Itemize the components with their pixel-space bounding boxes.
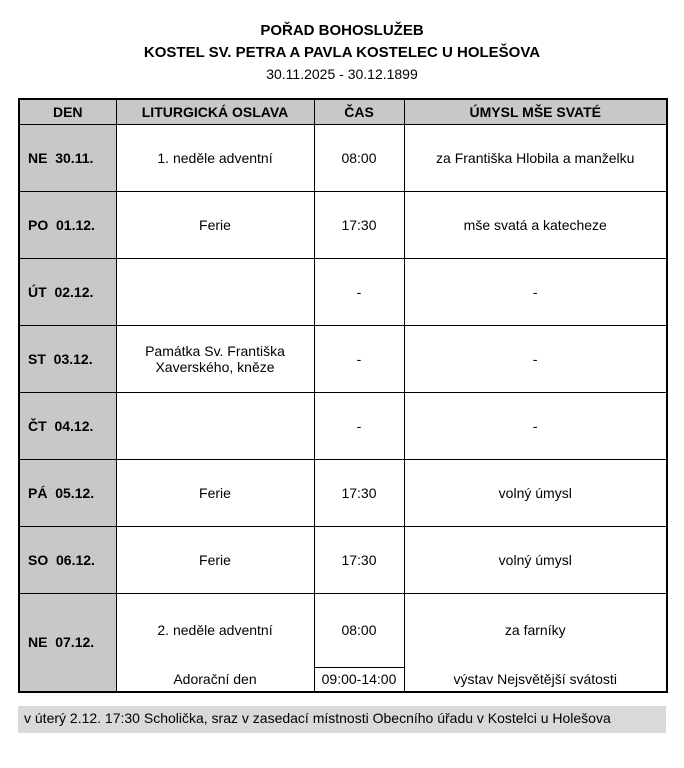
intention-cell [404, 593, 667, 692]
intention-cell: - [404, 392, 667, 459]
intention-cell-line: za farníky [504, 621, 566, 638]
table-row [19, 526, 667, 593]
celebration-cell [116, 593, 314, 692]
intention-cell: - [404, 258, 667, 325]
time-cell-line: 09:00-14:00 [315, 667, 404, 691]
time-cell-line: 08:00 [341, 621, 377, 638]
table-row [19, 258, 667, 325]
day-cell: SO 06.12. [19, 526, 116, 593]
table-row [19, 593, 667, 692]
schedule-table [18, 98, 668, 693]
celebration-cell: Ferie [116, 191, 314, 258]
intention-cell-line: výstav Nejsvětější svátosti [453, 670, 617, 687]
time-cell: 17:30 [314, 191, 404, 258]
intention-cell: volný úmysl [404, 459, 667, 526]
time-cell [314, 593, 404, 692]
footer-note: v úterý 2.12. 17:30 Scholička, sraz v zasedací místnosti Obecního úřadu v Kostelci u Holešova [18, 706, 666, 734]
column-header: DEN [19, 99, 116, 125]
page-title: POŘAD BOHOSLUŽEB [260, 22, 424, 39]
celebration-cell-line: 2. neděle adventní [157, 621, 273, 638]
date-range: 30.11.2025 - 30.12.1899 [266, 65, 418, 82]
day-cell: ÚT 02.12. [19, 258, 116, 325]
day-cell: PO 01.12. [19, 191, 116, 258]
celebration-cell: Ferie [116, 526, 314, 593]
celebration-cell [116, 392, 314, 459]
day-cell: ČT 04.12. [19, 392, 116, 459]
column-header: LITURGICKÁ OSLAVA [116, 99, 314, 125]
title-block [18, 20, 666, 84]
intention-cell: - [404, 325, 667, 392]
day-cell: NE 30.11. [19, 124, 116, 191]
intention-cell: volný úmysl [404, 526, 667, 593]
celebration-cell: Památka Sv. Františka Xaverského, kněze [116, 325, 314, 392]
table-row [19, 191, 667, 258]
celebration-cell: 1. neděle adventní [116, 124, 314, 191]
table-row [19, 124, 667, 191]
day-cell: ST 03.12. [19, 325, 116, 392]
table-row [19, 459, 667, 526]
intention-cell: za Františka Hlobila a manželku [404, 124, 667, 191]
time-cell: - [314, 392, 404, 459]
time-cell: 17:30 [314, 526, 404, 593]
column-header: ÚMYSL MŠE SVATÉ [404, 99, 667, 125]
celebration-cell: Ferie [116, 459, 314, 526]
page-subtitle: KOSTEL SV. PETRA A PAVLA KOSTELEC U HOLEŠOVA [143, 43, 541, 61]
table-row [19, 325, 667, 392]
celebration-cell [116, 258, 314, 325]
intention-cell: mše svatá a katecheze [404, 191, 667, 258]
table-row [19, 392, 667, 459]
table-header-row [19, 99, 667, 125]
time-cell: 08:00 [314, 124, 404, 191]
time-cell: 17:30 [314, 459, 404, 526]
time-cell: - [314, 325, 404, 392]
day-cell: NE 07.12. [19, 593, 116, 692]
day-cell: PÁ 05.12. [19, 459, 116, 526]
column-header: ČAS [314, 99, 404, 125]
time-cell: - [314, 258, 404, 325]
celebration-cell-line: Adorační den [173, 670, 257, 687]
